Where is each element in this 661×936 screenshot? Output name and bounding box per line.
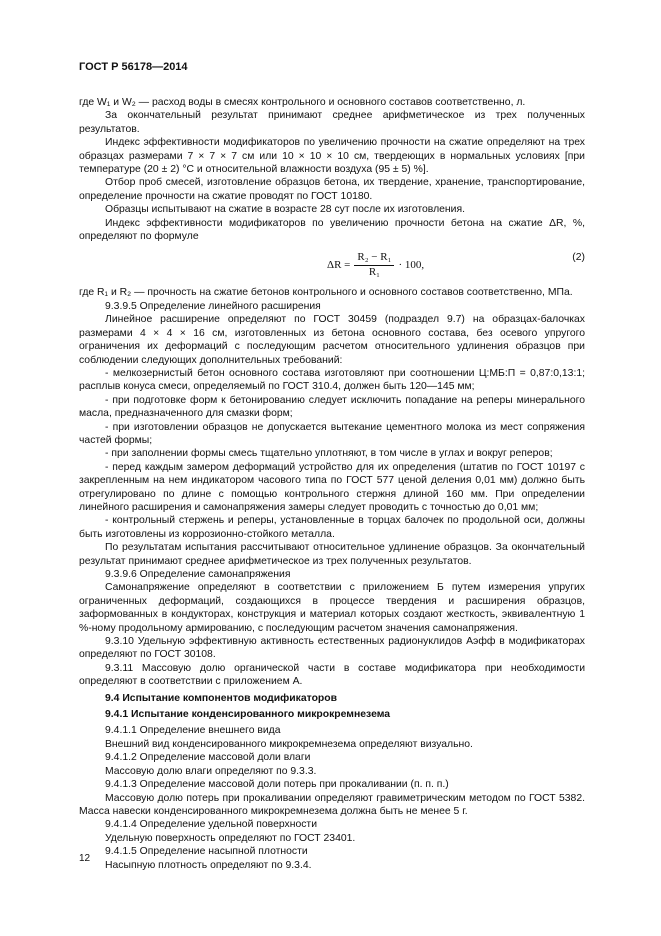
- list-item: - при заполнении формы смесь тщательно уплотняют, в том числе в углах и вокруг реперов;: [105, 448, 553, 460]
- page-number: 12: [79, 853, 91, 864]
- paragraph: Индекс эффективности модификаторов по увеличению прочности на сжатие определяют на трех образцах размерами 7 × 7 × 7 см или 10 × 10 × 10 см, твердеющих в нормальных условиях [при температуре (20 ± 2) °С и относительной влажности воздуха (95 ± 5) %].: [79, 137, 585, 176]
- formula-expression: [327, 251, 424, 279]
- subsection-title: 9.4.1.5 Определение насыпной плотности: [105, 846, 308, 858]
- paragraph: Внешний вид конденсированного микрокремнезема определяют визуально.: [105, 738, 473, 750]
- list-item: - перед каждым замером деформаций устройство для их определения (штатив по ГОСТ 10197 с закрепленным на нем индикатором часового типа по ГОСТ 577 ценой деления 0,01 мм) должно быть отрегулировано по длине с помощью контрольного стержня длиной 160 мм. При определении линейного расширения и самонапряжения замеры следует проводить с точностью до 0,01 мм;: [79, 461, 585, 513]
- paragraph: По результатам испытания рассчитывают относительное удлинение образцов. За окончательный результат принимают среднее арифметическое из трех полученных результатов.: [79, 542, 585, 567]
- formula-numerator: R₂ − R₁: [354, 251, 394, 265]
- document-body: [79, 96, 585, 872]
- list-item: - при изготовлении образцов не допускается вытекание цементного молока из мест сопряжения частей формы;: [79, 421, 585, 446]
- document-header: ГОСТ Р 56178—2014: [79, 61, 188, 73]
- paragraph: Удельную поверхность определяют по ГОСТ 23401.: [105, 832, 356, 844]
- paragraph: Линейное расширение определяют по ГОСТ 30459 (подраздел 9.7) на образцах-балочках размерами 4 × 4 × 16 см, изготовленных из бетона основного состава, без осевого упругого ограничения их деформаций с последующим расчетом относительного удлинения образцов при соблюдении следующих дополнительных требований:: [79, 314, 585, 366]
- subsection-title: 9.3.9.5 Определение линейного расширения: [105, 300, 321, 312]
- paragraph: Самонапряжение определяют в соответствии с приложением Б путем измерения упругих ограниченных деформаций, создающихся в процессе твердения и расширения образцов, заформованных в кондукторах, конструкция и материал которых создают жесткость, эквивалентную 1 %-ному продольному армированию, с последующим расчетом значения самонапряжения.: [79, 582, 585, 634]
- paragraph: где W₁ и W₂ — расход воды в смесях контрольного и основного составов соответственно, л.: [79, 97, 526, 108]
- subsection-title: 9.3.9.6 Определение самонапряжения: [105, 569, 291, 580]
- formula-block: [79, 245, 585, 283]
- formula-fraction: [354, 251, 394, 279]
- formula-tail: · 100,: [398, 258, 425, 271]
- paragraph: 9.3.11 Массовую долю органической части в составе модификатора при необходимости определяют в соответствии с приложением А.: [79, 662, 585, 688]
- paragraph: Насыпную плотность определяют по 9.3.4.: [105, 859, 312, 871]
- formula-denominator: R₁: [368, 265, 380, 278]
- paragraph: Массовую долю влаги определяют по 9.3.3.: [105, 765, 317, 777]
- paragraph: За окончательный результат принимают среднее арифметическое из трех полученных результатов.: [79, 110, 585, 135]
- section-heading: 9.4 Испытание компонентов модификаторов: [105, 692, 337, 704]
- list-item: - при подготовке форм к бетонированию следует исключить попадание на реперы минерального масла, предназначенного для смазки форм;: [79, 394, 585, 420]
- subsection-title: 9.4.1.3 Определение массовой доли потерь при прокаливании (п. п. п.): [105, 779, 449, 791]
- paragraph: Отбор проб смесей, изготовление образцов бетона, их твердение, хранение, транспортирование, определение прочности на сжатие проводят по ГОСТ 10180.: [79, 177, 585, 202]
- formula-lhs: ΔR =: [327, 258, 351, 271]
- paragraph: Массовую долю потерь при прокаливании определяют гравиметрическим методом по ГОСТ 5382. Масса навески конденсированного микрокремнезема должна быть не менее 5 г.: [79, 792, 585, 817]
- paragraph: Индекс эффективности модификаторов по увеличению прочности бетона на сжатие ΔR, %, определяют по формуле: [79, 217, 585, 243]
- paragraph: где R₁ и R₂ — прочность на сжатие бетонов контрольного и основного составов соответственно, МПа.: [79, 287, 573, 299]
- list-item: - контрольный стержень и реперы, установленные в торцах балочек по продольной оси, должны быть изготовлены из коррозионно-стойкого металла.: [79, 515, 585, 540]
- subsection-title: 9.4.1.2 Определение массовой доли влаги: [105, 752, 311, 764]
- section-heading: 9.4.1 Испытание конденсированного микрокремнезема: [105, 709, 391, 721]
- subsection-title: 9.4.1.1 Определение внешнего вида: [105, 725, 281, 737]
- paragraph: Образцы испытывают на сжатие в возрасте 28 сут после их изготовления.: [105, 204, 465, 216]
- list-item: - мелкозернистый бетон основного состава изготовляют при соотношении Ц:МБ:П = 0,87:0,13:1; расплыв конуса смеси, определяемый по ГОСТ 310.4, должен быть 120—145 мм;: [79, 367, 585, 393]
- subsection-title: 9.4.1.4 Определение удельной поверхности: [105, 819, 317, 831]
- paragraph: 9.3.10 Удельную эффективную активность естественных радионуклидов Aэфф в модификаторах определяют по ГОСТ 30108.: [79, 636, 585, 661]
- formula-number: (2): [572, 252, 585, 264]
